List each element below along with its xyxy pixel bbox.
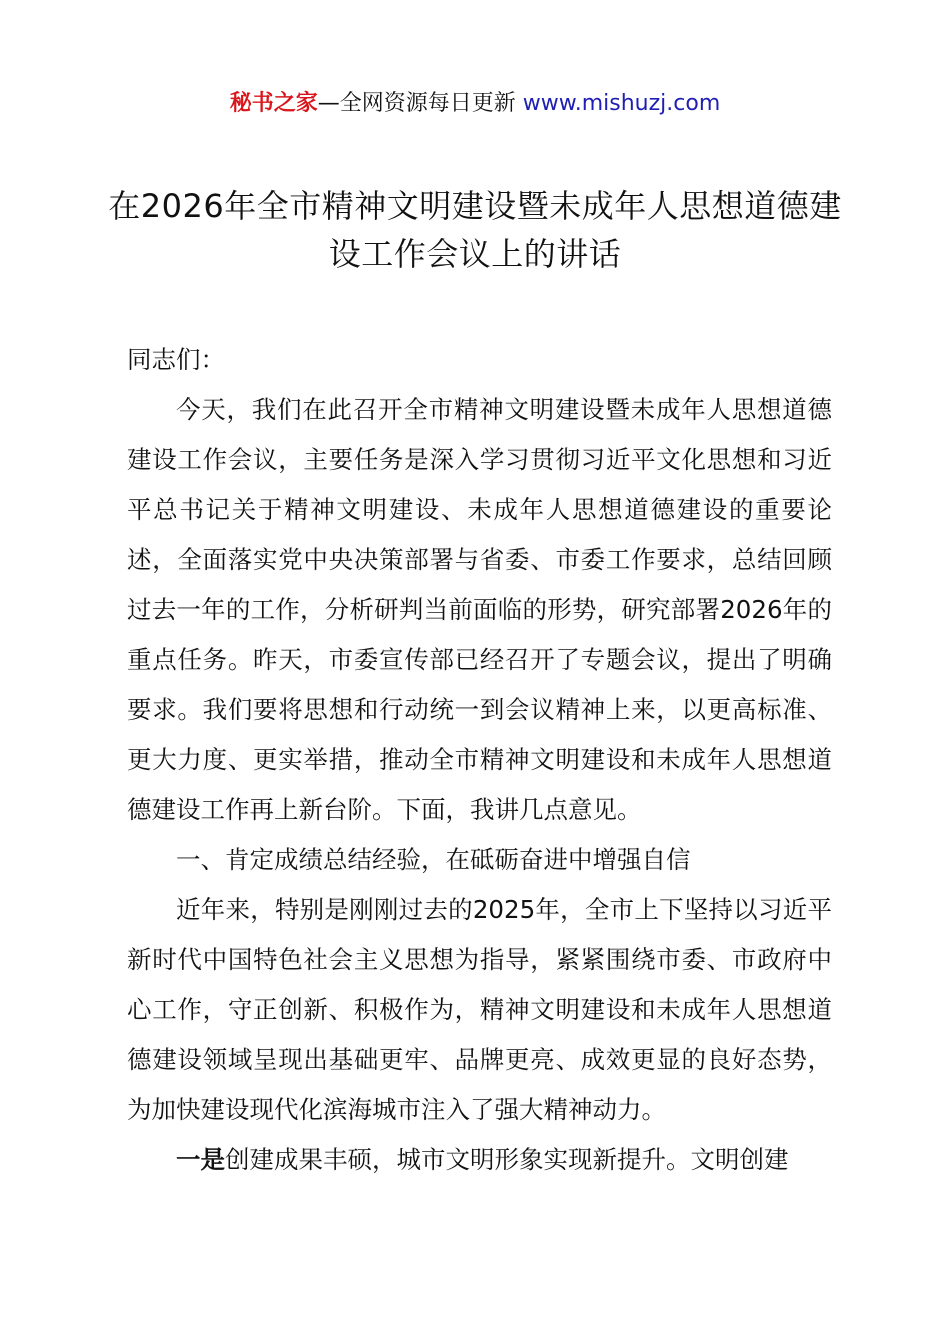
paragraph-intro: 今天，我们在此召开全市精神文明建设暨未成年人思想道德建设工作会议，主要任务是深入学习贯彻习近平文化思想和习近平总书记关于精神文明建设、未成年人思想道德建设的重要论述，全面落实党中央决策部署与省委、市委工作要求，总结回顾过去一年的工作，分析研判当前面临的形势，研究部署2026年的重点任务。昨天，市委宣传部已经召开了专题会议，提出了明确要求。我们要将思想和行动统一到会议精神上来，以更高标准、更大力度、更实举措，推动全市精神文明建设和未成年人思想道德建设工作再上新台阶。下面，我讲几点意见。: [127, 395, 832, 824]
paragraph-first-point: [127, 1135, 832, 1185]
point-lead: 一是: [176, 1145, 225, 1174]
section-heading-1: 一、肯定成绩总结经验，在砥砺奋进中增强自信: [176, 845, 691, 874]
document-title: 在2026年全市精神文明建设暨未成年人思想道德建设工作会议上的讲话: [108, 187, 842, 273]
salutation: 同志们：: [127, 345, 225, 374]
header-slogan: —全网资源每日更新: [317, 91, 523, 116]
point-text: 创建成果丰硕，城市文明形象实现新提升。文明创建: [225, 1145, 789, 1174]
paragraph-achievements: 近年来，特别是刚刚过去的2025年，全市上下坚持以习近平新时代中国特色社会主义思想为指导，紧紧围绕市委、市政府中心工作，守正创新、积极作为，精神文明建设和未成年人思想道德建设领域呈现出基础更牢、品牌更亮、成效更显的良好态势，为加快建设现代化滨海城市注入了强大精神动力。: [127, 895, 832, 1124]
brand-name: 秘书之家: [229, 91, 318, 116]
site-header: [0, 88, 950, 120]
site-url[interactable]: www.mishuzj.com: [522, 91, 721, 116]
document-body: [127, 335, 832, 1185]
